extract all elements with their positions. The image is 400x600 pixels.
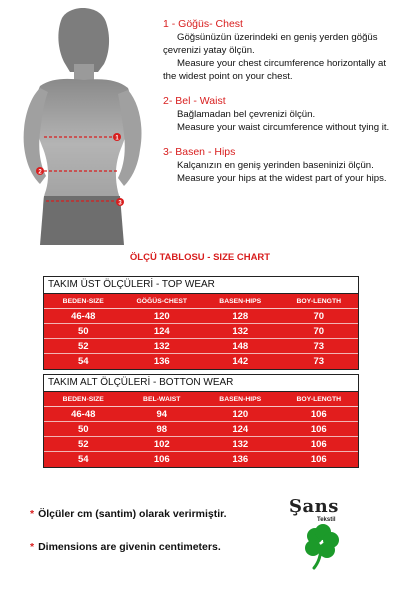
table-row bbox=[44, 422, 358, 437]
table-cell: 50 bbox=[77, 423, 89, 435]
asterisk-icon: * bbox=[30, 541, 35, 553]
note-dimensions bbox=[30, 541, 227, 553]
column-header: BASEN-HIPS bbox=[219, 297, 262, 305]
measurement-instructions bbox=[163, 18, 395, 197]
table-cell: 120 bbox=[232, 408, 249, 420]
bottom-wear-heading: TAKIM ALT ÖLÇÜLERİ - BOTTON WEAR bbox=[48, 377, 234, 388]
table-cell: 73 bbox=[313, 356, 325, 367]
table-cell: 106 bbox=[310, 454, 327, 465]
table-cell: 132 bbox=[153, 340, 170, 352]
measure-waist-title: 2- Bel - Waist bbox=[163, 95, 226, 107]
table-cell: 136 bbox=[232, 454, 249, 465]
table-cell: 52 bbox=[77, 438, 89, 450]
asterisk-icon: * bbox=[30, 508, 35, 520]
table-cell: 128 bbox=[232, 310, 249, 322]
svg-text:1: 1 bbox=[115, 135, 119, 142]
table-cell: 124 bbox=[153, 325, 170, 337]
table-cell: 46-48 bbox=[71, 408, 96, 420]
column-header: BASEN-HIPS bbox=[219, 395, 262, 403]
bottom-wear-table-body bbox=[44, 391, 358, 467]
table-row bbox=[44, 309, 358, 324]
table-cell: 132 bbox=[232, 325, 249, 337]
top-wear-heading: TAKIM ÜST ÖLÇÜLERİ - TOP WEAR bbox=[48, 279, 215, 290]
table-header-row bbox=[44, 294, 358, 309]
table-row bbox=[44, 452, 358, 467]
measure-hips-text-tr: Kalçanızın en geniş yerinden baseninizi ölçün. bbox=[177, 160, 374, 171]
measure-hips bbox=[163, 146, 395, 185]
measure-chest-title: 1 - Göğüs- Chest bbox=[163, 18, 243, 30]
measure-waist-text-tr: Bağlamadan bel çevrenizi ölçün. bbox=[177, 109, 316, 120]
column-header: BOY-LENGTH bbox=[296, 395, 342, 403]
table-row bbox=[44, 437, 358, 452]
table-cell: 54 bbox=[77, 356, 89, 367]
table-cell: 106 bbox=[310, 438, 327, 450]
bottom-wear-table bbox=[43, 374, 359, 468]
brand-name: Şans bbox=[289, 496, 339, 517]
table-cell: 136 bbox=[153, 356, 170, 367]
table-cell: 106 bbox=[310, 423, 327, 435]
table-cell: 106 bbox=[153, 454, 170, 465]
measure-chest-text-en: Measure your chest circumference horizontally at the widest point on your chest. bbox=[163, 58, 387, 82]
table-cell: 106 bbox=[310, 408, 327, 420]
table-cell: 70 bbox=[313, 325, 325, 337]
table-header-row bbox=[44, 392, 358, 407]
table-row bbox=[44, 339, 358, 354]
table-cell: 120 bbox=[153, 310, 170, 322]
top-wear-table bbox=[43, 276, 359, 370]
table-cell: 70 bbox=[313, 310, 325, 322]
brand-subtitle: Tekstil bbox=[317, 517, 336, 523]
table-cell: 142 bbox=[232, 356, 249, 367]
table-row bbox=[44, 407, 358, 422]
measure-hips-title: 3- Basen - Hips bbox=[163, 146, 236, 158]
brand-logo bbox=[287, 496, 357, 576]
column-header: BEDEN-SIZE bbox=[62, 395, 104, 403]
measure-chest-text-tr: Göğsünüzün üzerindeki en geniş yerden göğüs çevrenizi yatay ölçün. bbox=[163, 32, 378, 56]
table-cell: 50 bbox=[77, 325, 89, 337]
top-wear-table-body bbox=[44, 293, 358, 369]
table-cell: 52 bbox=[77, 340, 89, 352]
measure-hips-text-en: Measure your hips at the widest part of your hips. bbox=[177, 173, 387, 184]
table-cell: 46-48 bbox=[71, 310, 96, 322]
table-cell: 73 bbox=[313, 340, 325, 352]
measure-chest bbox=[163, 18, 395, 83]
column-header: BOY-LENGTH bbox=[296, 297, 342, 305]
table-cell: 102 bbox=[153, 438, 170, 450]
table-row bbox=[44, 324, 358, 339]
body-silhouette-illustration bbox=[0, 0, 160, 245]
size-chart-title: ÖLÇÜ TABLOSU - SIZE CHART bbox=[129, 252, 271, 263]
measure-waist bbox=[163, 95, 395, 134]
clover-icon bbox=[299, 524, 345, 570]
svg-text:3: 3 bbox=[118, 200, 122, 207]
table-cell: 132 bbox=[232, 438, 249, 450]
note-text: Dimensions are givenin centimeters. bbox=[38, 541, 221, 553]
table-cell: 94 bbox=[156, 408, 168, 420]
table-cell: 54 bbox=[77, 454, 89, 465]
table-row bbox=[44, 354, 358, 369]
table-cell: 124 bbox=[232, 423, 249, 435]
column-header: GÖĞÜS-CHEST bbox=[136, 297, 188, 305]
notes bbox=[30, 508, 227, 574]
svg-text:2: 2 bbox=[38, 169, 42, 176]
measure-waist-text-en: Measure your waist circumference without tying it. bbox=[177, 122, 390, 133]
column-header: BEL-WAIST bbox=[143, 395, 181, 403]
table-cell: 98 bbox=[156, 423, 168, 435]
table-cell: 148 bbox=[232, 340, 249, 352]
note-cm bbox=[30, 508, 227, 520]
column-header: BEDEN-SIZE bbox=[62, 297, 104, 305]
note-text: Ölçüler cm (santim) olarak verirmiştir. bbox=[38, 508, 227, 520]
